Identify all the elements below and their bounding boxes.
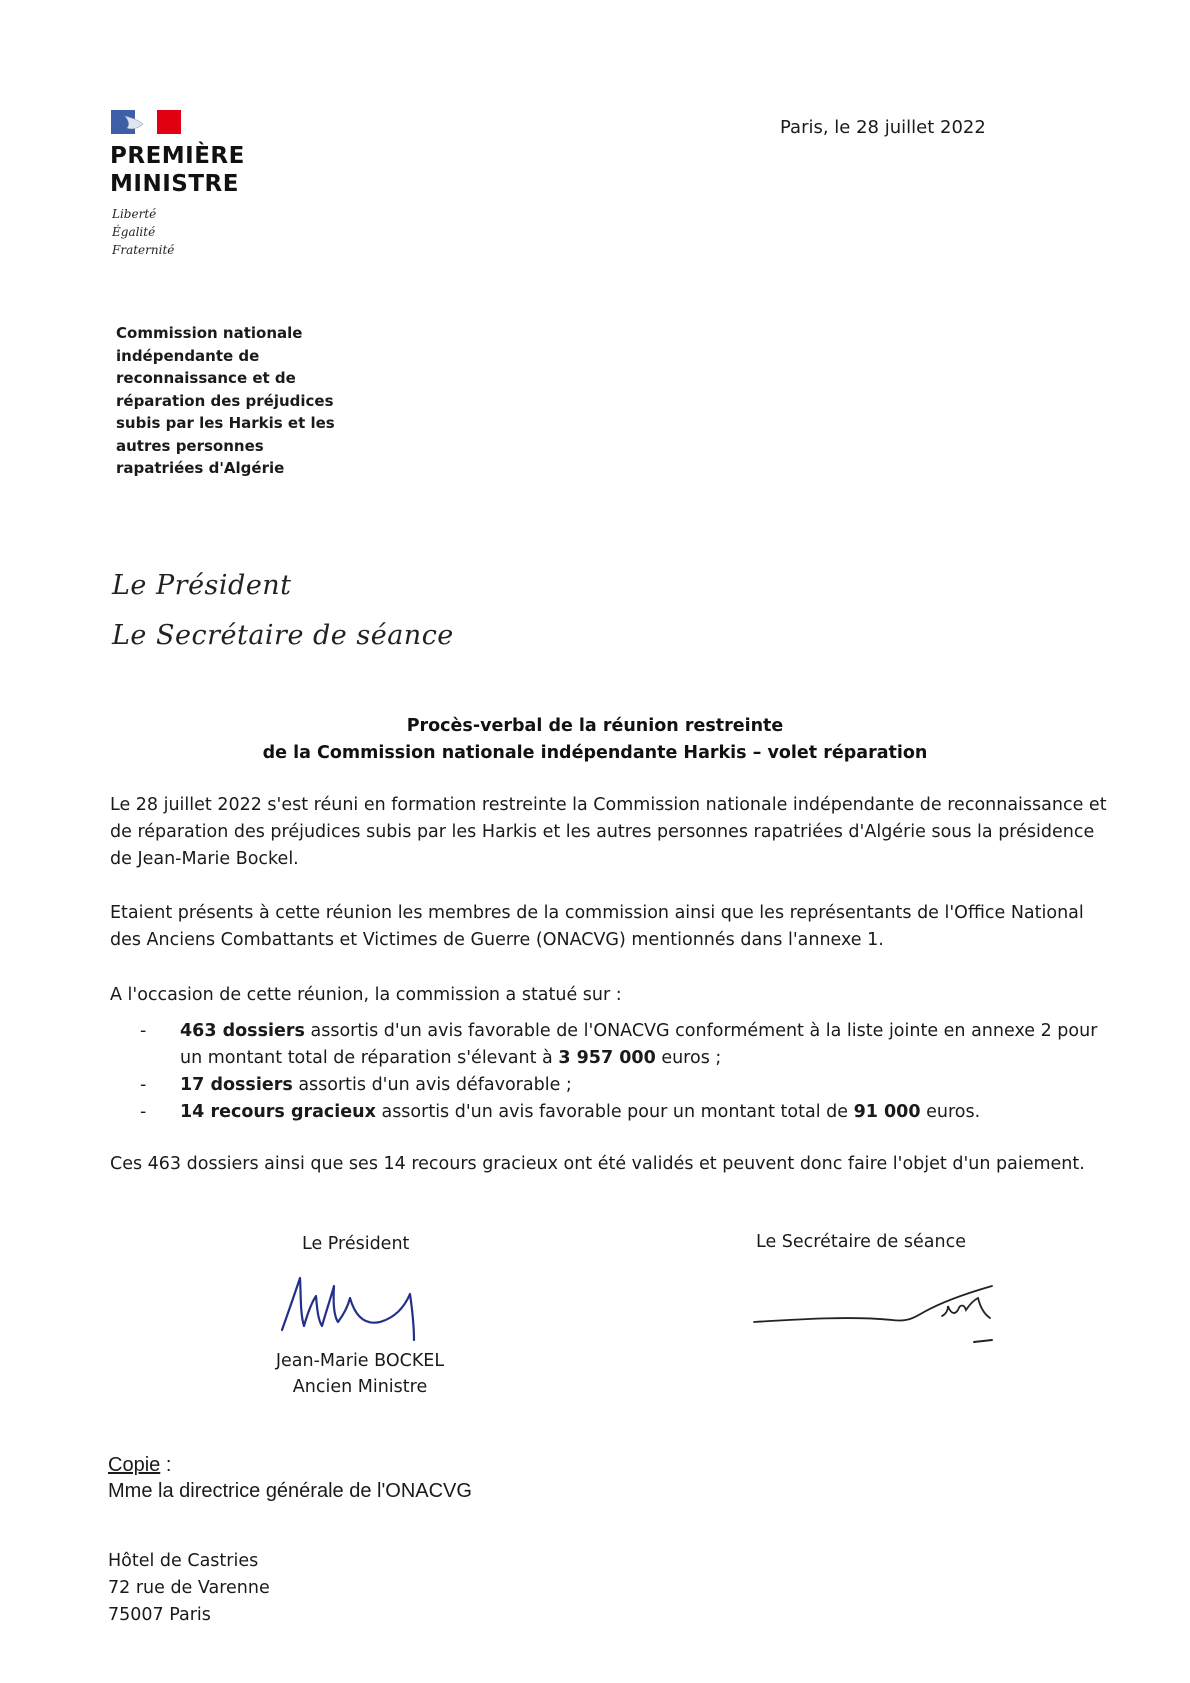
president-signature bbox=[270, 1268, 460, 1348]
commission-line: Commission nationale bbox=[116, 324, 303, 342]
decisions-list bbox=[140, 1018, 1120, 1126]
list-bold: 14 recours gracieux bbox=[180, 1102, 376, 1122]
address-line: Hôtel de Castries bbox=[108, 1551, 259, 1571]
president-label: Le Président bbox=[302, 1234, 410, 1254]
motto-liberte: Liberté bbox=[112, 207, 157, 221]
copy-recipient: Mme la directrice générale de l'ONACVG bbox=[108, 1480, 472, 1502]
list-dash: - bbox=[140, 1021, 147, 1041]
list-bold: 17 dossiers bbox=[180, 1075, 293, 1095]
marianne-flag-logo bbox=[111, 110, 181, 134]
secretary-signature bbox=[742, 1264, 1022, 1354]
commission-line: reconnaissance et de bbox=[116, 369, 296, 387]
address-line: 72 rue de Varenne bbox=[108, 1578, 270, 1598]
paragraph-decisions-intro: A l'occasion de cette réunion, la commission a statué sur : bbox=[110, 985, 622, 1005]
list-bold: 463 dossiers bbox=[180, 1021, 305, 1041]
script-president: Le Président bbox=[112, 570, 292, 601]
commission-line: autres personnes bbox=[116, 436, 264, 455]
letter-date: Paris, le 28 juillet 2022 bbox=[780, 117, 986, 138]
list-dash: - bbox=[140, 1075, 147, 1095]
title-line1: Procès-verbal de la réunion restreinte bbox=[406, 716, 784, 736]
list-bold: 91 000 bbox=[853, 1102, 921, 1122]
commission-line: rapatriées d'Algérie bbox=[116, 459, 285, 477]
address-line: 75007 Paris bbox=[108, 1605, 211, 1625]
commission-line: subis par les Harkis et les bbox=[116, 414, 335, 432]
postal-address bbox=[108, 1548, 270, 1629]
document-title bbox=[0, 713, 1190, 767]
list-dash: - bbox=[140, 1102, 147, 1122]
motto-fraternite: Fraternité bbox=[112, 243, 175, 257]
secretary-label: Le Secrétaire de séance bbox=[756, 1232, 966, 1252]
commission-line: indépendante de bbox=[116, 346, 260, 365]
commission-name bbox=[116, 322, 346, 480]
title-line2: de la Commission nationale indépendante Harkis – volet réparation bbox=[262, 743, 928, 763]
signer-block bbox=[220, 1348, 500, 1400]
list-text: euros. bbox=[920, 1102, 981, 1122]
list-text: assortis d'un avis défavorable ; bbox=[292, 1075, 572, 1095]
copy-block bbox=[108, 1452, 472, 1504]
list-text: assortis d'un avis favorable pour un montant total de bbox=[375, 1102, 854, 1122]
script-secretary: Le Secrétaire de séance bbox=[112, 620, 454, 651]
list-item bbox=[140, 1099, 1120, 1126]
list-bold: 3 957 000 bbox=[558, 1048, 656, 1068]
ministry-line2: MINISTRE bbox=[110, 171, 239, 197]
copy-sep: : bbox=[160, 1454, 172, 1476]
list-text: assortis d'un avis favorable de l'ONACVG conformément à la liste jointe en annexe 2 pour un montant total de réparation s'élevant à bbox=[180, 1021, 1098, 1068]
list-text: euros ; bbox=[655, 1048, 722, 1068]
ministry-name bbox=[110, 142, 245, 198]
ministry-line1: PREMIÈRE bbox=[110, 143, 245, 169]
republic-motto bbox=[112, 205, 174, 259]
list-item bbox=[140, 1018, 1120, 1072]
paragraph-attendees: Etaient présents à cette réunion les membres de la commission ainsi que les représentants de l'Office National des Anciens Combattants et Victimes de Guerre (ONACVG) mentionnés dans l'annexe 1. bbox=[110, 903, 1084, 950]
signer-name: Jean-Marie BOCKEL bbox=[275, 1351, 445, 1371]
motto-egalite: Égalité bbox=[112, 225, 156, 239]
list-item bbox=[140, 1072, 1120, 1099]
paragraph-intro: Le 28 juillet 2022 s'est réuni en formation restreinte la Commission nationale indépendante de reconnaissance et de réparation des préjudices subis par les Harkis et les autres personnes rapatriées d'Algérie sous la présidence de Jean-Marie Bockel. bbox=[110, 795, 1107, 869]
signer-title: Ancien Ministre bbox=[292, 1377, 428, 1397]
paragraph-conclusion: Ces 463 dossiers ainsi que ses 14 recours gracieux ont été validés et peuvent donc faire l'objet d'un paiement. bbox=[110, 1154, 1085, 1174]
commission-line: réparation des préjudices bbox=[116, 391, 334, 410]
copy-label: Copie bbox=[108, 1454, 161, 1476]
